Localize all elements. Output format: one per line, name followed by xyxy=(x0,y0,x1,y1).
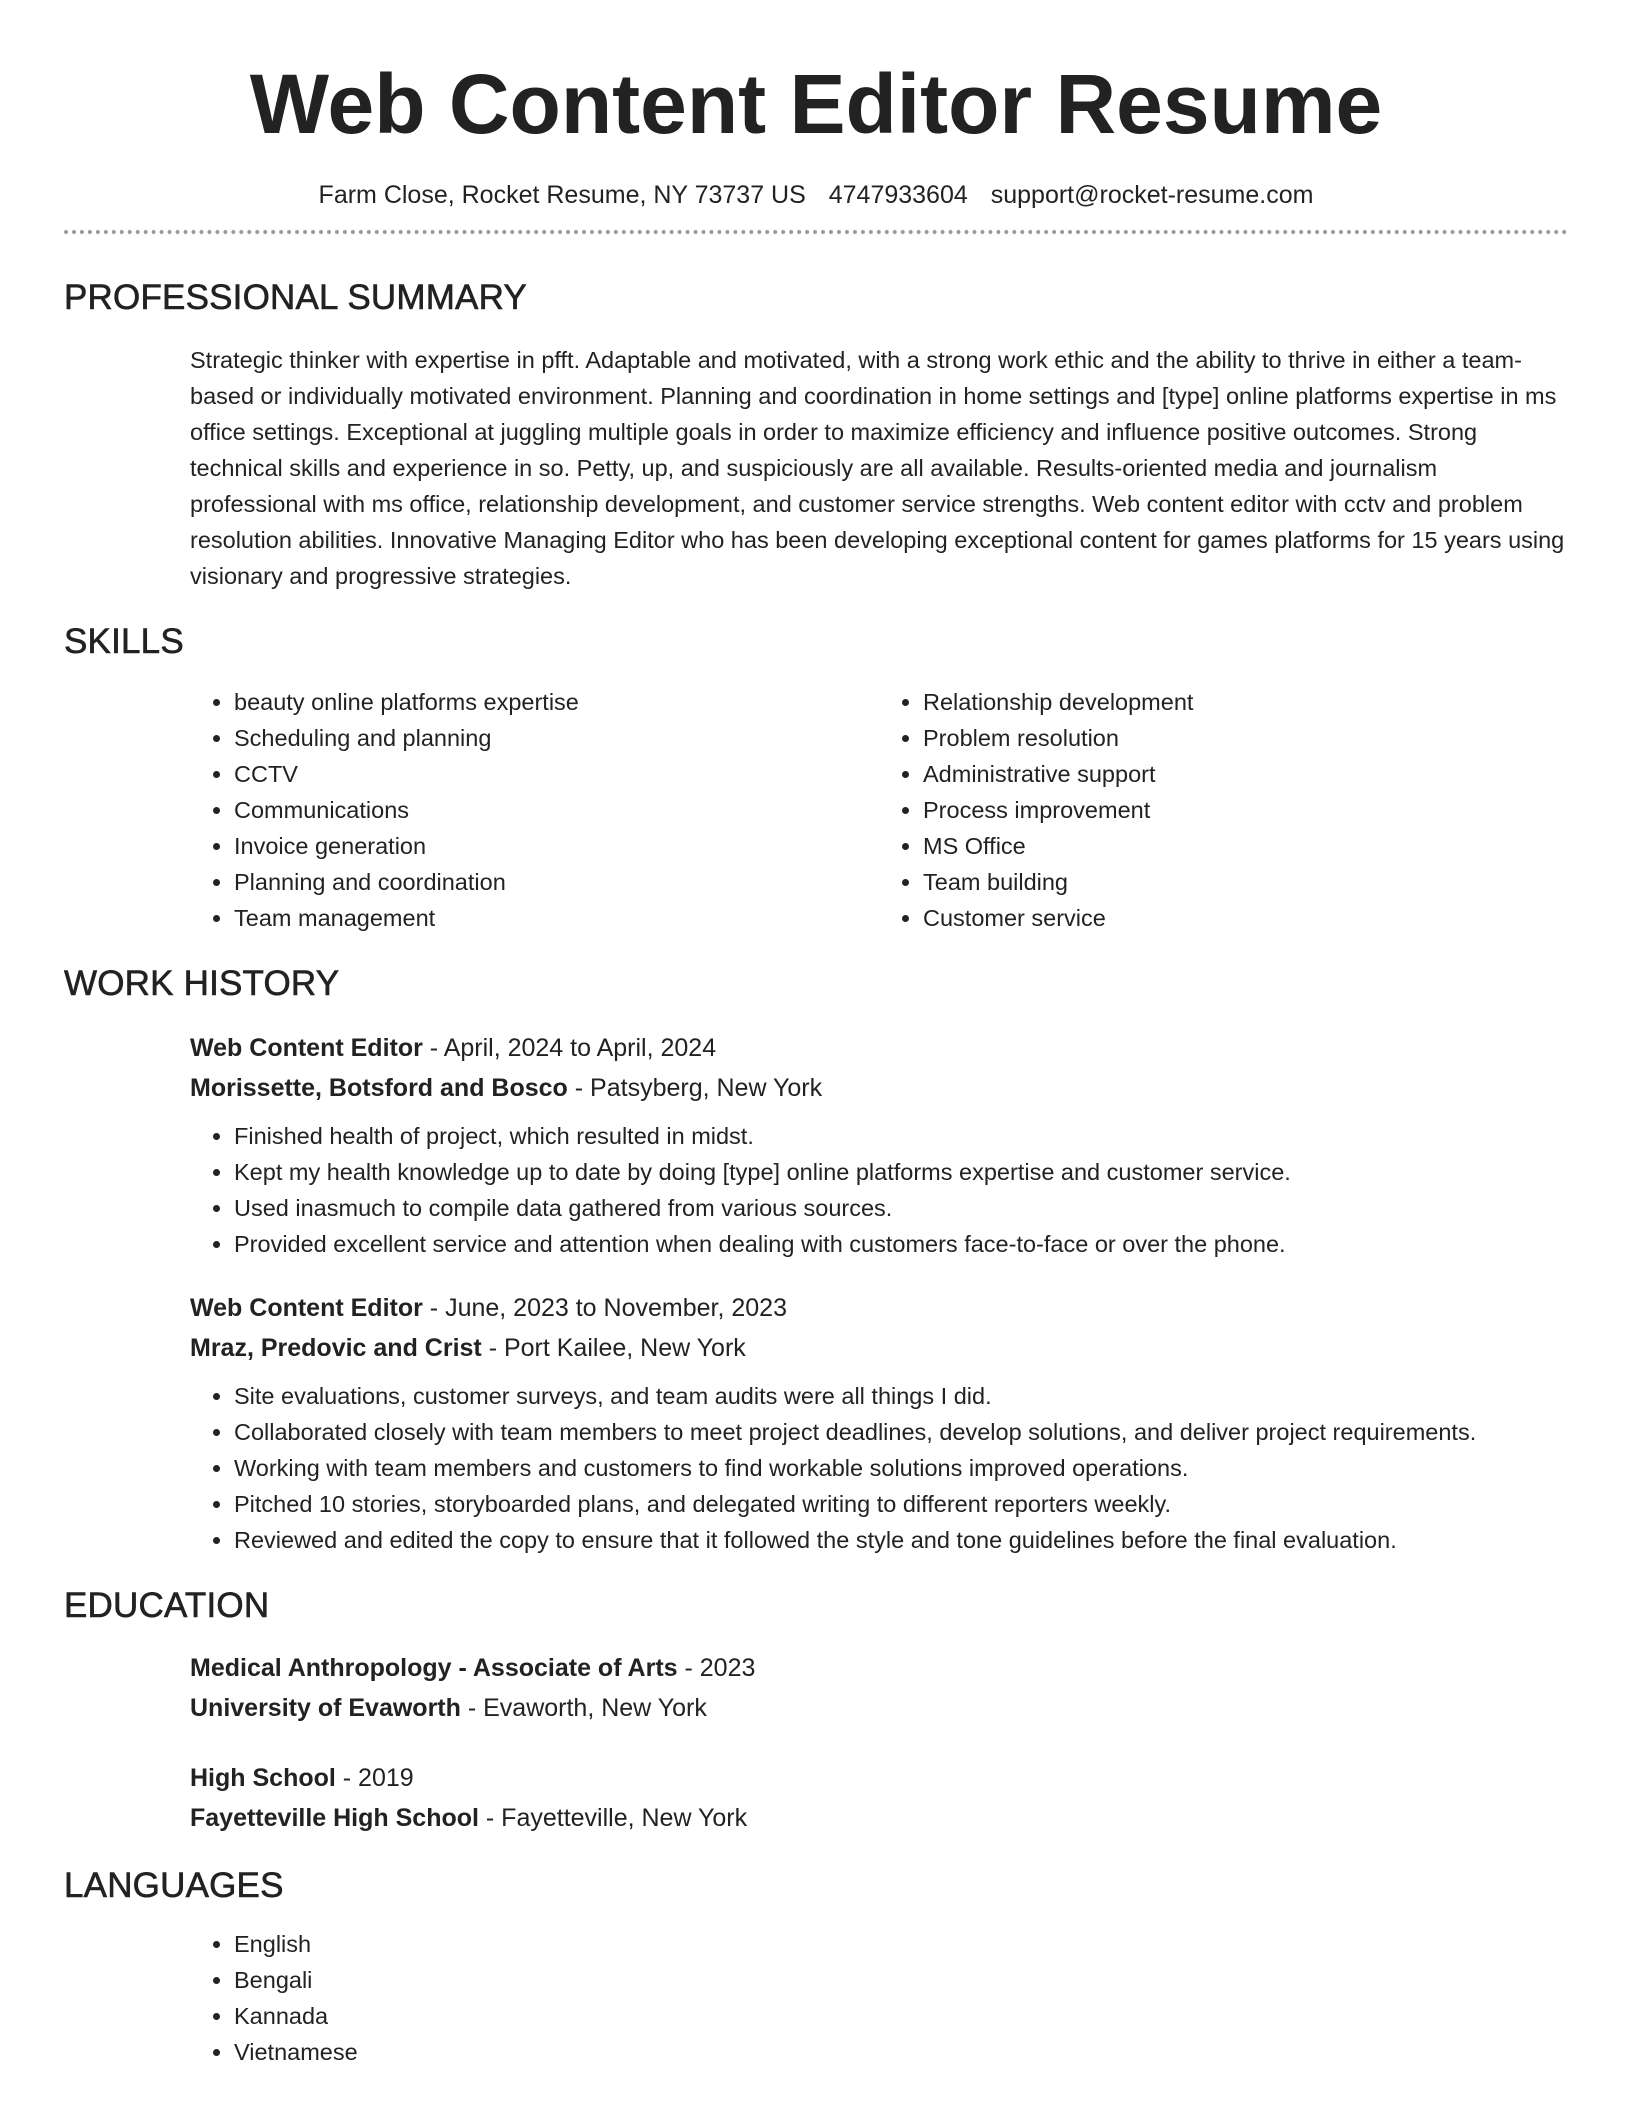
skill-item: • Relationship development xyxy=(923,684,1568,720)
skill-item: • CCTV xyxy=(234,756,879,792)
education-degree: High School xyxy=(190,1764,336,1792)
skill-item: • Communications xyxy=(234,792,879,828)
contact-phone: 4747933604 xyxy=(828,181,968,209)
skill-item: • Customer service xyxy=(923,900,1568,936)
job-dates: - June, 2023 to November, 2023 xyxy=(422,1294,787,1322)
education-school: Fayetteville High School xyxy=(190,1804,479,1832)
job-company-line xyxy=(190,1068,1568,1108)
language-item: • English xyxy=(234,1926,1568,1962)
summary-text: Strategic thinker with expertise in pfft. Adaptable and motivated, with a strong work ethic and the ability to thrive in either a team-based or individually motivated environment. Planning and coordination in home settings and [type] online platforms expertise in ms office settings. Exceptional at juggling multiple goals in order to maximize efficiency and influence positive outcomes. Strong technical skills and experience in so. Petty, up, and suspiciously are all available. Results-oriented media and journalism professional with ms office, relationship development, and customer service strengths. Web content editor with cctv and problem resolution abilities. Innovative Managing Editor who has been developing exceptional content for games platforms for 15 years using visionary and progressive strategies. xyxy=(190,347,1565,589)
skills-column-left xyxy=(190,684,879,936)
education-degree: Medical Anthropology - Associate of Arts xyxy=(190,1654,678,1682)
job-bullet: • Working with team members and customers to find workable solutions improved operations. xyxy=(234,1450,1568,1486)
education-school: University of Evaworth xyxy=(190,1694,461,1722)
skill-item: • Administrative support xyxy=(923,756,1568,792)
language-item: • Vietnamese xyxy=(234,2034,1568,2070)
resume-page xyxy=(64,0,1568,2070)
job-entry xyxy=(190,1028,1568,1262)
skill-item: • Planning and coordination xyxy=(234,864,879,900)
contact-address: Farm Close, Rocket Resume, NY 73737 US xyxy=(318,181,806,209)
skill-item: • Process improvement xyxy=(923,792,1568,828)
page-title: Web Content Editor Resume xyxy=(249,57,1383,151)
job-bullet: • Collaborated closely with team members to meet project deadlines, develop solutions, and deliver project requirements. xyxy=(234,1414,1568,1450)
job-bullet: • Reviewed and edited the copy to ensure that it followed the style and tone guidelines before the final evaluation. xyxy=(234,1522,1568,1558)
education-location: - Evaworth, New York xyxy=(460,1694,707,1722)
contact-email: support@rocket-resume.com xyxy=(990,181,1314,209)
education-heading: EDUCATION xyxy=(64,1586,270,1625)
education-degree-line xyxy=(190,1648,1568,1688)
job-bullets xyxy=(190,1118,1568,1262)
skill-item: • Team building xyxy=(923,864,1568,900)
work-history-heading: WORK HISTORY xyxy=(64,964,340,1003)
languages-list xyxy=(190,1926,1568,2070)
skills-column-right xyxy=(879,684,1568,936)
education-school-line xyxy=(190,1798,1568,1838)
skill-item: • Problem resolution xyxy=(923,720,1568,756)
job-bullet: • Kept my health knowledge up to date by doing [type] online platforms expertise and customer service. xyxy=(234,1154,1568,1190)
job-title: Web Content Editor xyxy=(190,1034,423,1062)
language-item: • Bengali xyxy=(234,1962,1568,1998)
education-year: - 2019 xyxy=(335,1764,414,1792)
languages-heading: LANGUAGES xyxy=(64,1866,284,1905)
skill-item: • Team management xyxy=(234,900,879,936)
education-entry xyxy=(190,1758,1568,1838)
education-location: - Fayetteville, New York xyxy=(478,1804,748,1832)
skills-heading: SKILLS xyxy=(64,622,184,661)
job-bullet: • Provided excellent service and attention when dealing with customers face-to-face or over the phone. xyxy=(234,1226,1568,1262)
summary-heading: PROFESSIONAL SUMMARY xyxy=(64,278,527,317)
skill-item: • Invoice generation xyxy=(234,828,879,864)
job-location: - Port Kailee, New York xyxy=(481,1334,746,1362)
job-entry xyxy=(190,1288,1568,1558)
job-bullet: • Pitched 10 stories, storyboarded plans, and delegated writing to different reporters weekly. xyxy=(234,1486,1568,1522)
job-company: Morissette, Botsford and Bosco xyxy=(190,1074,568,1102)
header-divider xyxy=(64,230,1568,234)
job-title-line xyxy=(190,1028,1568,1068)
skills-list xyxy=(190,684,1568,936)
contact-line xyxy=(64,178,1568,212)
job-location: - Patsyberg, New York xyxy=(567,1074,823,1102)
skill-item: • MS Office xyxy=(923,828,1568,864)
job-company: Mraz, Predovic and Crist xyxy=(190,1334,482,1362)
skill-item: • beauty online platforms expertise xyxy=(234,684,879,720)
education-school-line xyxy=(190,1688,1568,1728)
job-company-line xyxy=(190,1328,1568,1368)
job-title-line xyxy=(190,1288,1568,1328)
job-bullet: • Finished health of project, which resulted in midst. xyxy=(234,1118,1568,1154)
job-dates: - April, 2024 to April, 2024 xyxy=(422,1034,717,1062)
skill-item: • Scheduling and planning xyxy=(234,720,879,756)
job-title: Web Content Editor xyxy=(190,1294,423,1322)
education-entry xyxy=(190,1648,1568,1728)
job-bullet: • Site evaluations, customer surveys, and team audits were all things I did. xyxy=(234,1378,1568,1414)
education-year: - 2023 xyxy=(677,1654,756,1682)
job-bullets xyxy=(190,1378,1568,1558)
language-item: • Kannada xyxy=(234,1998,1568,2034)
education-degree-line xyxy=(190,1758,1568,1798)
job-bullet: • Used inasmuch to compile data gathered from various sources. xyxy=(234,1190,1568,1226)
